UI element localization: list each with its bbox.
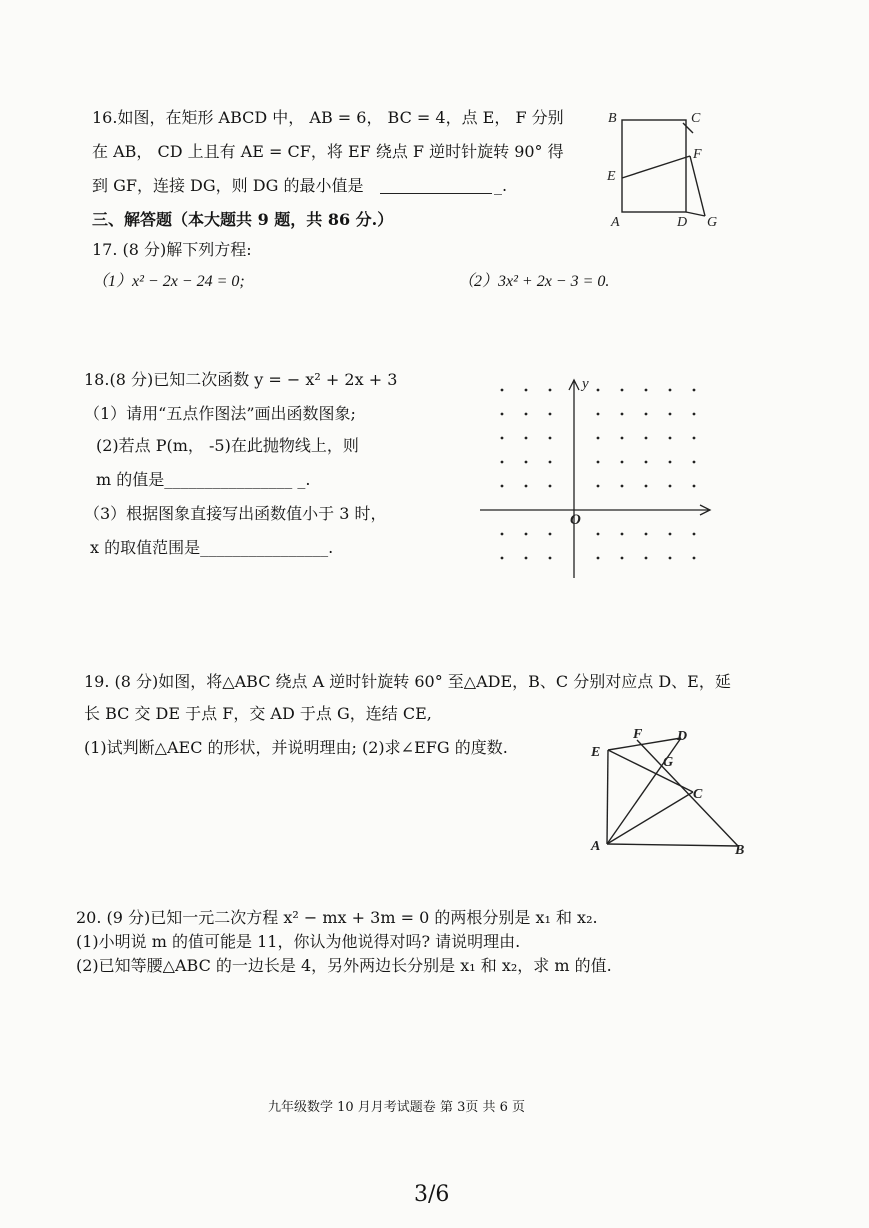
q19-rotation-figure [585, 726, 765, 856]
grid-dot [525, 557, 528, 560]
grid-dot [501, 485, 504, 488]
grid-dot [669, 413, 672, 416]
q18-part1: （1）请用“五点作图法”画出函数图象; [84, 404, 356, 423]
grid-dot [645, 485, 648, 488]
grid-dot [621, 437, 624, 440]
grid-dot [549, 413, 552, 416]
grid-dot [669, 557, 672, 560]
grid-dot [693, 533, 696, 536]
grid-dot [645, 461, 648, 464]
q19-label-D: D [677, 729, 688, 744]
grid-dot [645, 437, 648, 440]
grid-dot [525, 485, 528, 488]
page-number: 3/6 [414, 1182, 450, 1207]
q16-blank-end: _. [494, 176, 508, 195]
q19-label-A: A [591, 839, 601, 854]
grid-dot [525, 461, 528, 464]
grid-dot [525, 413, 528, 416]
grid-dot [549, 389, 552, 392]
q18-part2: (2)若点 P(m， -5)在此抛物线上，则 [96, 436, 359, 455]
grid-dot [501, 461, 504, 464]
q19-label-E: E [591, 745, 601, 760]
grid-dot [669, 533, 672, 536]
q16-label-E: E [607, 169, 616, 184]
q20-line1: 20. (9 分)已知一元二次方程 x² − mx + 3m = 0 的两根分别是 x₁ 和 x₂. [76, 908, 598, 927]
grid-dot [621, 461, 624, 464]
q20-line2: (1)小明说 m 的值可能是 11，你认为他说得对吗? 请说明理由. [76, 932, 521, 951]
grid-dot [501, 389, 504, 392]
grid-dot [645, 533, 648, 536]
page-footer: 九年级数学 10 月月考试题卷 第 3页 共 6 页 [268, 1100, 526, 1115]
q17-title: 17. (8 分)解下列方程: [92, 240, 252, 259]
q19-line1: 19. (8 分)如图，将△ABC 绕点 A 逆时针旋转 60° 至△ADE，B、C 分别对应点 D、E，延 [84, 672, 731, 691]
grid-dot [669, 461, 672, 464]
q16-answer-blank-line [380, 193, 492, 194]
grid-dot [501, 437, 504, 440]
grid-dot [501, 413, 504, 416]
grid-dot [549, 485, 552, 488]
q18-title: 18.(8 分)已知二次函数 y = − x² + 2x + 3 [84, 370, 398, 389]
q16-rectangle-figure [605, 106, 725, 236]
grid-dot [597, 437, 600, 440]
q18-part3: （3）根据图象直接写出函数值小于 3 时， [84, 504, 387, 523]
grid-dot [693, 557, 696, 560]
grid-dot [597, 461, 600, 464]
section3-title: 三、解答题（本大题共 9 题，共 86 分.） [92, 210, 394, 229]
grid-dot [621, 533, 624, 536]
q16-label-F: F [693, 147, 702, 162]
grid-dot [693, 389, 696, 392]
q16-label-C: C [691, 111, 701, 126]
q18-origin-label: O [570, 512, 581, 528]
q19-label-F: F [633, 727, 643, 742]
q18-part3-answer: x 的取值范围是________________. [90, 538, 334, 557]
grid-dot [597, 413, 600, 416]
grid-dot [597, 389, 600, 392]
grid-dot [621, 485, 624, 488]
grid-dot [525, 389, 528, 392]
grid-dot [669, 389, 672, 392]
q16-line2: 在 AB， CD 上且有 AE = CF，将 EF 绕点 F 逆时针旋转 90° 得 [92, 142, 564, 161]
q18-part2-answer: m 的值是________________ _. [96, 470, 311, 489]
q18-axis-y-label: y [582, 376, 589, 392]
grid-dot [549, 533, 552, 536]
q17-equation-2: （2）3x² + 2x − 3 = 0. [458, 273, 610, 290]
q18-coordinate-grid [478, 374, 718, 584]
q16-line1: 16.如图，在矩形 ABCD 中， AB = 6， BC = 4，点 E， F 分别 [92, 108, 564, 127]
grid-dot [693, 485, 696, 488]
q19-label-G: G [663, 755, 674, 770]
grid-dot [693, 437, 696, 440]
grid-dot [645, 413, 648, 416]
grid-dot [549, 437, 552, 440]
grid-dot [645, 557, 648, 560]
q19-line2: 长 BC 交 DE 于点 F，交 AD 于点 G，连结 CE, [84, 704, 432, 723]
grid-dot [597, 533, 600, 536]
grid-dot [621, 413, 624, 416]
grid-dot [525, 437, 528, 440]
grid-dot [621, 557, 624, 560]
q19-label-B: B [735, 843, 745, 856]
q16-label-B: B [608, 111, 617, 126]
grid-dot [501, 557, 504, 560]
grid-dot [621, 389, 624, 392]
grid-dot [597, 557, 600, 560]
grid-dot [669, 437, 672, 440]
grid-dot [693, 461, 696, 464]
q19-label-C: C [693, 787, 703, 802]
grid-dot [669, 485, 672, 488]
grid-dot [501, 533, 504, 536]
grid-dot [597, 485, 600, 488]
q19-line3: (1)试判断△AEC 的形状，并说明理由; (2)求∠EFG 的度数. [84, 738, 508, 757]
q16-label-D: D [677, 215, 688, 230]
grid-dot [549, 557, 552, 560]
q20-line3: (2)已知等腰△ABC 的一边长是 4，另外两边长分别是 x₁ 和 x₂，求 m 的值. [76, 956, 612, 975]
grid-dot [645, 389, 648, 392]
grid-dot [693, 413, 696, 416]
q16-label-G: G [707, 215, 718, 230]
q17-equation-1: （1）x² − 2x − 24 = 0; [92, 273, 245, 290]
grid-dot [549, 461, 552, 464]
q16-label-A: A [611, 215, 620, 230]
grid-dot [525, 533, 528, 536]
q16-line3: 到 GF，连接 DG，则 DG 的最小值是 [92, 176, 364, 195]
